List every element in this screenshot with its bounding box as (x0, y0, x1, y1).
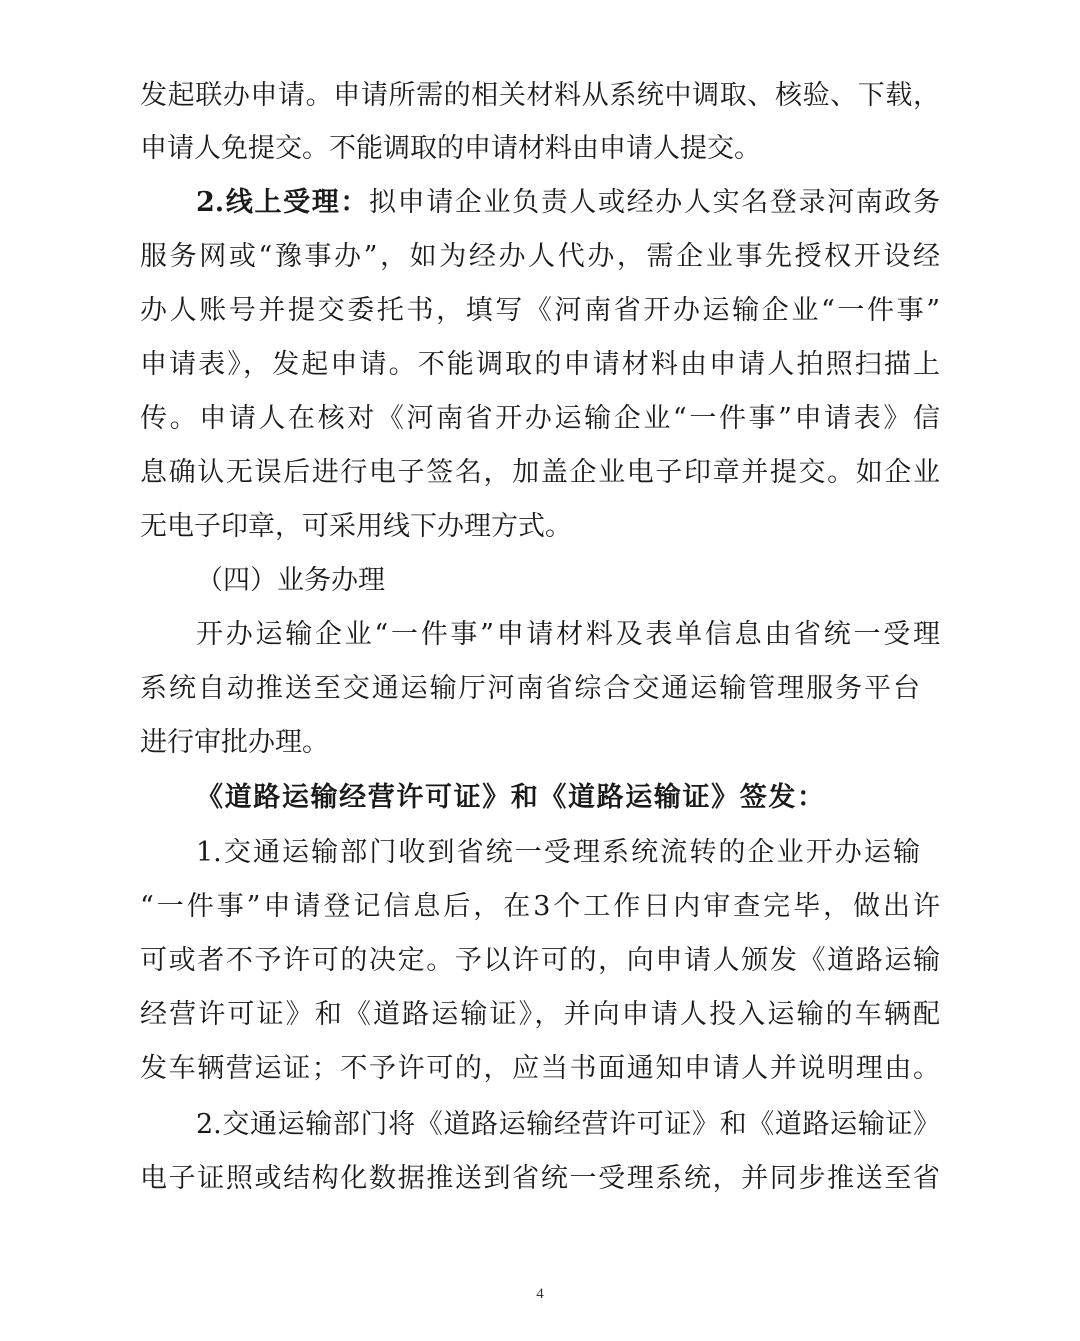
body-text-line: 发起联办申请。申请所需的相关材料从系统中调取、核验、下载， (140, 80, 940, 111)
body-text-line: 申请表》，发起申请。不能调取的申请材料由申请人拍照扫描上 (140, 349, 940, 380)
body-text-line: 服务网或“豫事办”，如为经办人代办，需企业事先授权开设经 (140, 241, 940, 272)
body-text-line: 系统自动推送至交通运输厅河南省综合交通运输管理服务平台 (140, 673, 920, 704)
body-text-line: 传。申请人在核对《河南省开办运输企业“一件事”申请表》信 (140, 403, 940, 434)
bold-subheading: 《道路运输经营许可证》和《道路运输证》签发： (196, 782, 824, 813)
list-item-text: 拟申请企业负责人或经办人实名登录河南政务 (368, 187, 940, 218)
body-text-line: 发车辆营运证；不予许可的，应当书面通知申请人并说明理由。 (140, 1053, 940, 1084)
body-text-line: 申请人免提交。不能调取的申请材料由申请人提交。 (140, 133, 761, 164)
body-text-line: 经营许可证》和《道路运输证》，并向申请人投入运输的车辆配 (140, 999, 940, 1030)
body-text-line: 息确认无误后进行电子签名，加盖企业电子印章并提交。如企业 (140, 457, 940, 488)
body-text-line: 无电子印章，可采用线下办理方式。 (140, 511, 572, 542)
body-text-line: 电子证照或结构化数据推送到省统一受理系统，并同步推送至省 (140, 1163, 940, 1194)
list-item-paragraph: 1.交通运输部门收到省统一受理系统流转的企业开办运输 (196, 837, 920, 868)
page-number: 4 (536, 1286, 544, 1302)
list-item-paragraph (196, 183, 940, 223)
section-heading: （四）业务办理 (196, 565, 385, 596)
body-text-line: 开办运输企业“一件事”申请材料及表单信息由省统一受理 (196, 619, 940, 650)
body-text-line: “一件事”申请登记信息后，在3个工作日内审查完毕，做出许 (140, 891, 940, 922)
body-text-line: 办人账号并提交委托书，填写《河南省开办运输企业“一件事” (140, 295, 940, 326)
body-text-line: 可或者不予许可的决定。予以许可的，向申请人颁发《道路运输 (140, 945, 940, 976)
list-item-heading: 2.线上受理： (196, 187, 369, 218)
body-text-line: 进行审批办理。 (140, 727, 329, 758)
list-item-paragraph: 2.交通运输部门将《道路运输经营许可证》和《道路运输证》 (196, 1109, 940, 1140)
